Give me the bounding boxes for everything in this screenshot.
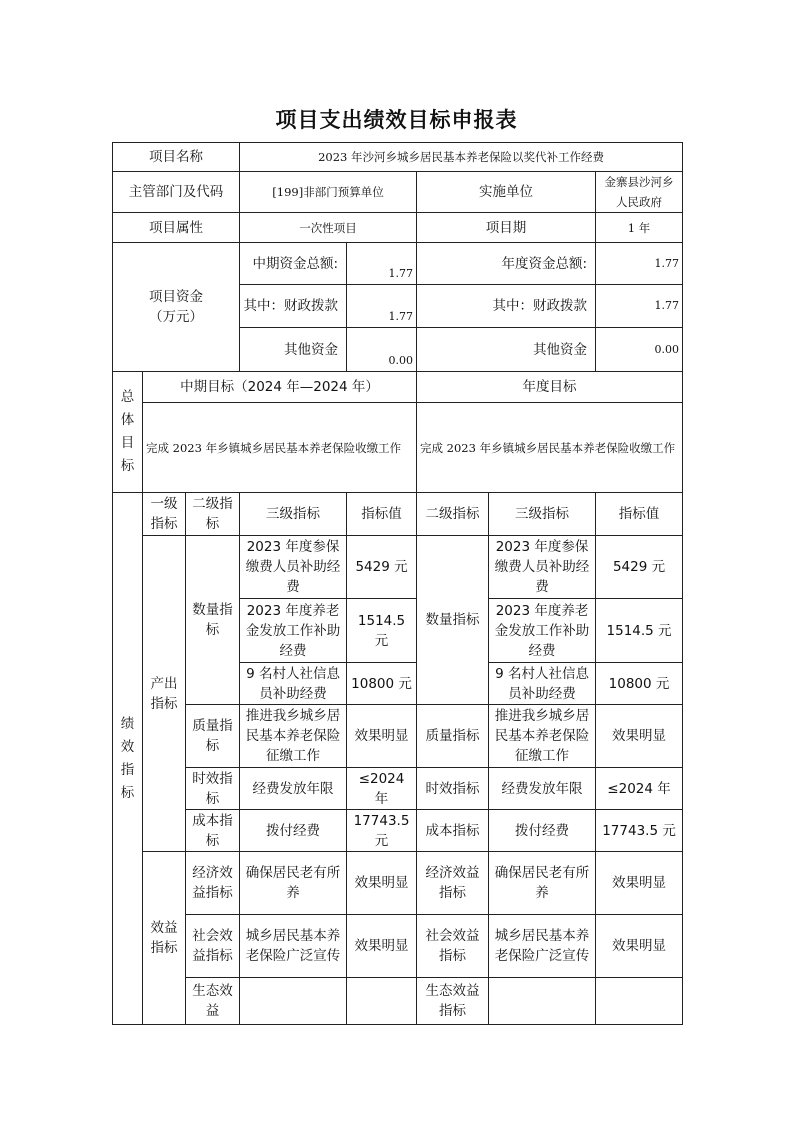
quantity-indicator-right: 数量指标 [417, 536, 489, 705]
timeliness-l3-right: 经费发放年限 [489, 768, 596, 810]
year-total-value: 1.77 [596, 243, 683, 285]
timeliness-indicator-left: 时效指标 [186, 768, 240, 810]
overall-goals-label-text: 总体目标 [120, 389, 135, 474]
cost-indicator-right: 成本指标 [417, 810, 489, 852]
social-indicator-left: 社会效益指标 [186, 915, 240, 978]
quantity-l3-right-2: 2023 年度养老金发放工作补助经费 [489, 599, 596, 663]
project-period-value: 1 年 [596, 213, 683, 243]
quantity-value-right-2: 1514.5 元 [596, 599, 683, 663]
year-fiscal-value: 1.77 [596, 285, 683, 328]
project-name-row [113, 143, 683, 172]
performance-indicators-label-text: 绩效指标 [120, 715, 135, 801]
quality-value-right: 效果明显 [596, 705, 683, 768]
cost-value-right: 17743.5 元 [596, 810, 683, 852]
department-label: 主管部门及代码 [113, 172, 240, 213]
timeliness-value-left: ≤2024 年 [347, 768, 417, 810]
mid-fiscal-label: 其中：财政拨款 [240, 285, 347, 328]
year-fiscal-label: 其中：财政拨款 [417, 285, 596, 328]
department-row [113, 172, 683, 213]
mid-total-value: 1.77 [347, 243, 417, 285]
economic-value-right: 效果明显 [596, 852, 683, 915]
quality-l3-left: 推进我乡城乡居民基本养老保险征缴工作 [240, 705, 347, 768]
mid-other-label: 其他资金 [240, 328, 347, 372]
cost-row [113, 810, 683, 852]
project-funds-label-line2: （万元） [149, 309, 203, 325]
ecological-value-right [596, 978, 683, 1025]
cost-indicator-left: 成本指标 [186, 810, 240, 852]
year-goal-header: 年度目标 [417, 372, 683, 403]
mid-fiscal-value: 1.77 [347, 285, 417, 328]
quantity-indicator-left: 数量指标 [186, 536, 240, 705]
implementing-unit-value: 金寨县沙河乡人民政府 [596, 172, 683, 213]
social-value-right: 效果明显 [596, 915, 683, 978]
header-level2-indicator-right: 二级指标 [417, 493, 489, 536]
year-goal-text: 完成 2023 年乡镇城乡居民基本养老保险收缴工作 [417, 403, 683, 493]
project-funds-label-line1: 项目资金 [149, 289, 203, 305]
page-title: 项目支出绩效目标申报表 [275, 108, 518, 132]
quantity-value-left-3: 10800 元 [347, 663, 417, 705]
social-l3-left: 城乡居民基本养老保险广泛宣传 [240, 915, 347, 978]
attribute-row [113, 213, 683, 243]
performance-form-table [112, 142, 683, 1025]
goals-content-row [113, 403, 683, 493]
project-period-label: 项目期 [417, 213, 596, 243]
quality-l3-right: 推进我乡城乡居民基本养老保险征缴工作 [489, 705, 596, 768]
quality-indicator-right: 质量指标 [417, 705, 489, 768]
mid-total-label: 中期资金总额: [240, 243, 347, 285]
overall-goals-label [113, 372, 143, 493]
project-funds-label [113, 243, 240, 372]
social-value-left: 效果明显 [347, 915, 417, 978]
timeliness-value-right: ≤2024 年 [596, 768, 683, 810]
social-indicator-right: 社会效益指标 [417, 915, 489, 978]
ecological-l3-right [489, 978, 596, 1025]
project-attribute-value: 一次性项目 [240, 213, 417, 243]
header-level3-indicator-right: 三级指标 [489, 493, 596, 536]
quality-indicator-left: 质量指标 [186, 705, 240, 768]
cost-l3-left: 拨付经费 [240, 810, 347, 852]
performance-indicators-label [113, 493, 143, 1025]
quantity-value-right-3: 10800 元 [596, 663, 683, 705]
social-benefit-row [113, 915, 683, 978]
benefit-indicators-label: 效益指标 [143, 852, 186, 1025]
quantity-l3-left-1: 2023 年度参保缴费人员补助经费 [240, 536, 347, 599]
ecological-indicator-left: 生态效益 [186, 978, 240, 1025]
implementing-unit-label: 实施单位 [417, 172, 596, 213]
economic-l3-left: 确保居民老有所养 [240, 852, 347, 915]
performance-header-row [113, 493, 683, 536]
ecological-l3-left [240, 978, 347, 1025]
economic-l3-right: 确保居民老有所养 [489, 852, 596, 915]
ecological-benefit-row [113, 978, 683, 1025]
header-indicator-value-right: 指标值 [596, 493, 683, 536]
year-total-label: 年度资金总额: [417, 243, 596, 285]
output-indicators-label: 产出指标 [143, 536, 186, 852]
social-l3-right: 城乡居民基本养老保险广泛宣传 [489, 915, 596, 978]
mid-goal-text: 完成 2023 年乡镇城乡居民基本养老保险收缴工作 [143, 403, 417, 493]
project-name-label: 项目名称 [113, 143, 240, 172]
project-name-value: 2023 年沙河乡城乡居民基本养老保险以奖代补工作经费 [240, 143, 683, 172]
ecological-value-left [347, 978, 417, 1025]
quantity-l3-left-2: 2023 年度养老金发放工作补助经费 [240, 599, 347, 663]
quantity-l3-left-3: 9 名村人社信息员补助经费 [240, 663, 347, 705]
mid-goal-header: 中期目标（2024 年—2024 年） [143, 372, 417, 403]
header-level3-indicator-left: 三级指标 [240, 493, 347, 536]
header-indicator-value-left: 指标值 [347, 493, 417, 536]
quality-row [113, 705, 683, 768]
quantity-l3-right-1: 2023 年度参保缴费人员补助经费 [489, 536, 596, 599]
year-other-value: 0.00 [596, 328, 683, 372]
header-level1-indicator: 一级指标 [143, 493, 186, 536]
quantity-l3-right-3: 9 名村人社信息员补助经费 [489, 663, 596, 705]
economic-benefit-row [113, 852, 683, 915]
cost-value-left: 17743.5 元 [347, 810, 417, 852]
quantity-value-left-1: 5429 元 [347, 536, 417, 599]
economic-indicator-right: 经济效益指标 [417, 852, 489, 915]
quality-value-left: 效果明显 [347, 705, 417, 768]
quantity-value-left-2: 1514.5 元 [347, 599, 417, 663]
goals-header-row [113, 372, 683, 403]
timeliness-l3-left: 经费发放年限 [240, 768, 347, 810]
cost-l3-right: 拨付经费 [489, 810, 596, 852]
timeliness-indicator-right: 时效指标 [417, 768, 489, 810]
quantity-value-right-1: 5429 元 [596, 536, 683, 599]
year-other-label: 其他资金 [417, 328, 596, 372]
economic-indicator-left: 经济效益指标 [186, 852, 240, 915]
economic-value-left: 效果明显 [347, 852, 417, 915]
funds-total-row [113, 243, 683, 285]
header-level2-indicator-left: 二级指标 [186, 493, 240, 536]
ecological-indicator-right: 生态效益指标 [417, 978, 489, 1025]
timeliness-row [113, 768, 683, 810]
department-value: [199]非部门预算单位 [240, 172, 417, 213]
quantity-row-1 [113, 536, 683, 599]
mid-other-value: 0.00 [347, 328, 417, 372]
project-attribute-label: 项目属性 [113, 213, 240, 243]
